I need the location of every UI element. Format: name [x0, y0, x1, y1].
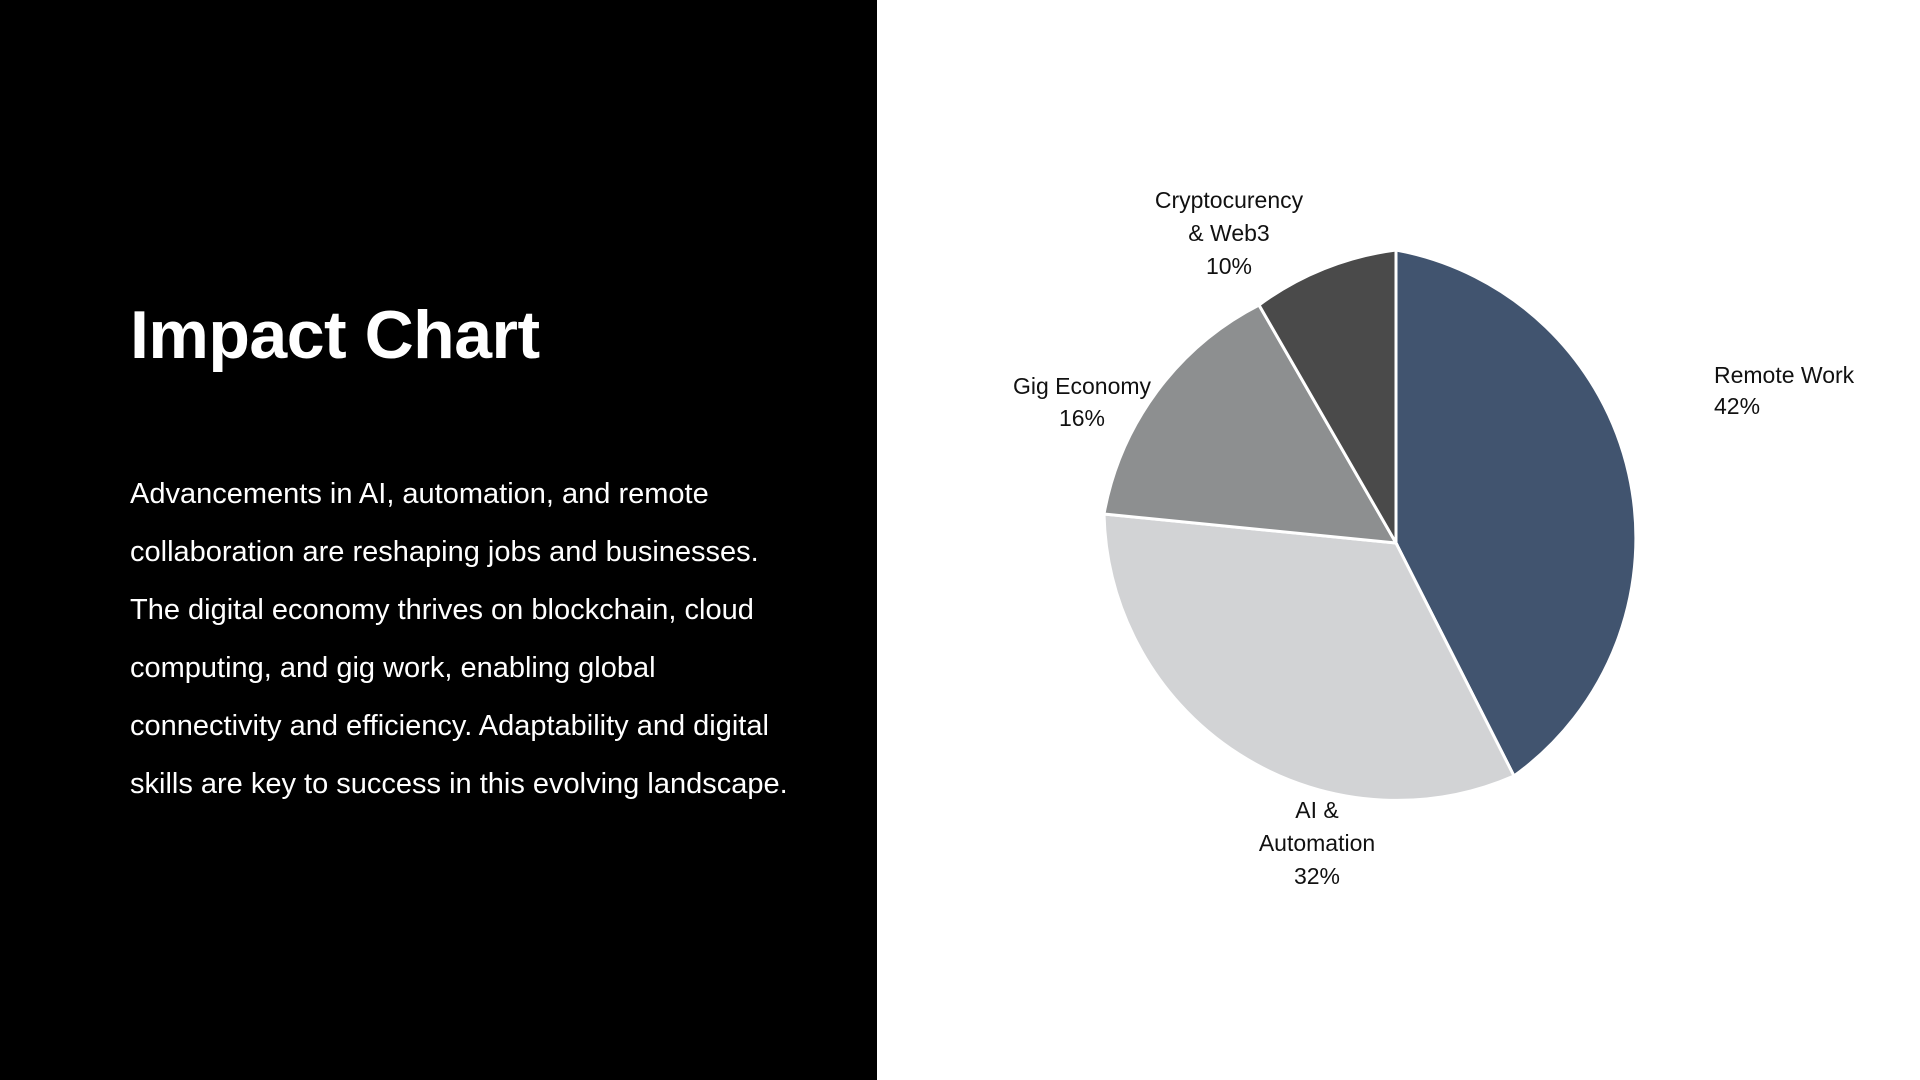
pie-label-cryptocurrency-web3-line1: Cryptocurency — [1154, 187, 1304, 213]
pie-label-cryptocurrency-web3-line2: & Web3 — [1188, 220, 1270, 246]
left-text-panel — [0, 0, 877, 1080]
pie-label-gig-economy-line1: Gig Economy — [1012, 373, 1152, 399]
pie-label-ai-automation-line3: 32% — [1293, 863, 1341, 889]
pie-label-gig-economy-line2: 16% — [1058, 405, 1106, 431]
pie-chart — [877, 0, 1920, 1080]
page-title: Impact Chart — [130, 297, 540, 373]
pie-label-cryptocurrency-web3-line3: 10% — [1205, 253, 1253, 279]
pie-label-remote-work-line2: 42% — [1714, 393, 1761, 419]
pie-chart-svg — [877, 0, 1920, 1080]
pie-label-remote-work-line1: Remote Work — [1714, 362, 1855, 388]
pie-label-ai-automation-line2: Automation — [1258, 830, 1376, 856]
body-paragraph: Advancements in AI, automation, and remote collaboration are reshaping jobs and businesses. The digital economy thrives on blockchain, cloud computing, and gig work, enabling global connectivity and efficiency. Adaptability and digital skills are key to success in this evolving landscape. — [130, 478, 788, 800]
pie-label-ai-automation-line1: AI & — [1295, 797, 1339, 823]
right-chart-panel — [877, 0, 1920, 1080]
